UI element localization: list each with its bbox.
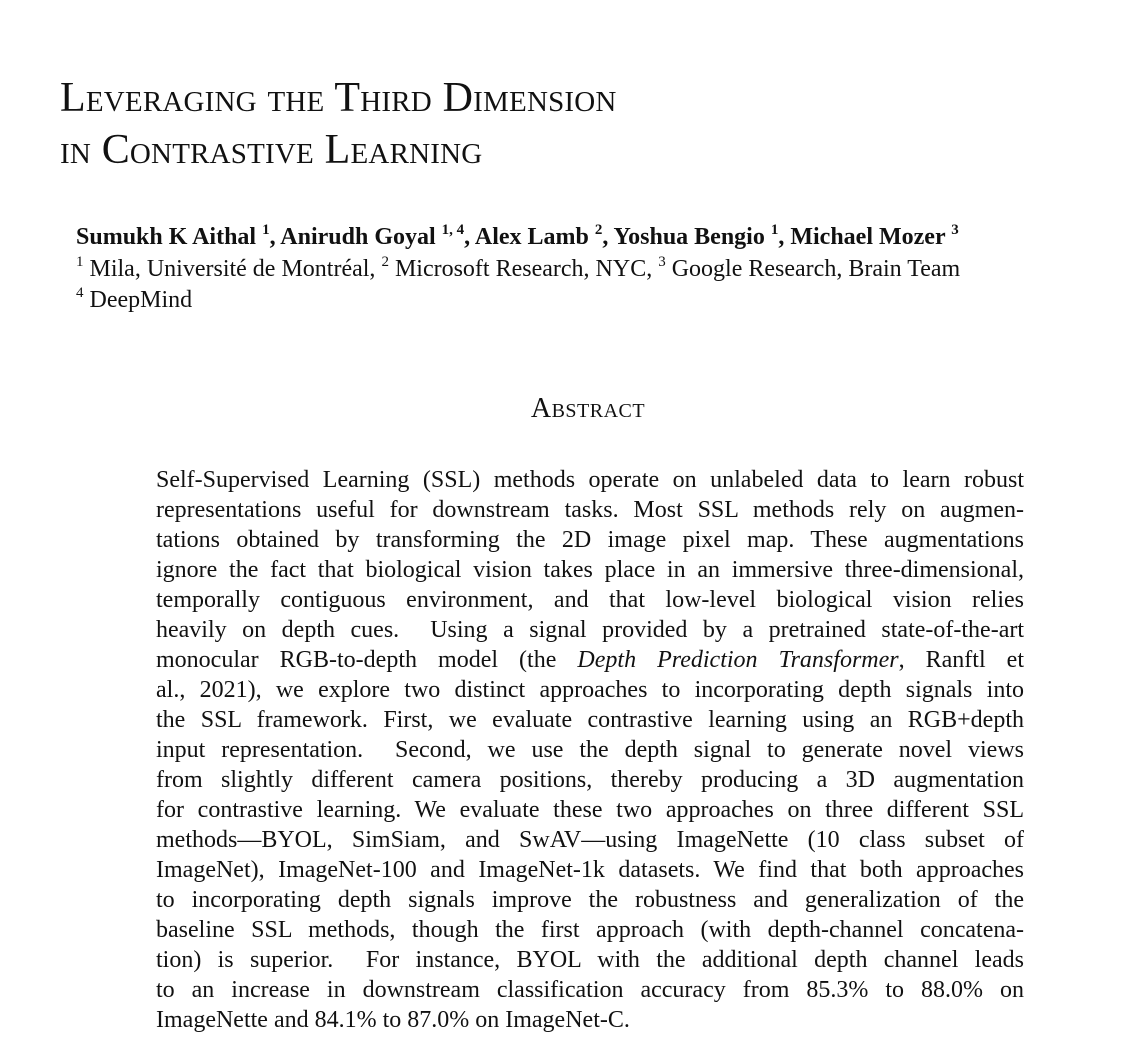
abstract-line bbox=[156, 495, 1024, 525]
abstract-line-text: methods—BYOL, SimSiam, and SwAV—using ImageNette (10 class subset of bbox=[156, 827, 1024, 853]
abstract-body bbox=[156, 465, 1024, 1035]
affiliation-marker: 4 bbox=[76, 285, 84, 301]
abstract-line-text: temporally contiguous environment, and that low-level biological vision relies bbox=[156, 587, 1024, 613]
author-affiliation-marker: 3 bbox=[951, 222, 959, 238]
abstract-line bbox=[156, 555, 1024, 585]
abstract-line-text: baseline SSL methods, though the first approach (with depth-channel concatena- bbox=[156, 917, 1024, 943]
paper-title bbox=[60, 72, 1060, 176]
abstract-italic-term: Depth Prediction Transformer bbox=[577, 647, 899, 673]
abstract-line bbox=[156, 795, 1024, 825]
abstract-line-text: heavily on depth cues. Using a signal provided by a pretrained state-of-the-art bbox=[156, 617, 1024, 643]
abstract-line-text: input representation. Second, we use the depth signal to generate novel views bbox=[156, 737, 1024, 763]
abstract-line bbox=[156, 885, 1024, 915]
author-name: Anirudh Goyal bbox=[280, 224, 436, 250]
abstract-line-text: , Ranftl et bbox=[898, 647, 1024, 673]
abstract-line bbox=[156, 735, 1024, 765]
author-name: Michael Mozer bbox=[790, 224, 946, 250]
abstract-line-text: the SSL framework. First, we evaluate contrastive learning using an RGB+depth bbox=[156, 707, 1024, 733]
abstract-line-text: from slightly different camera positions, thereby producing a 3D augmentation bbox=[156, 767, 1024, 793]
abstract-line-text: tion) is superior. For instance, BYOL with the additional depth channel leads bbox=[156, 947, 1024, 973]
abstract-line bbox=[156, 915, 1024, 945]
abstract-line bbox=[156, 465, 1024, 495]
abstract-line bbox=[156, 615, 1024, 645]
abstract-line bbox=[156, 645, 1024, 675]
abstract-line-text: Self-Supervised Learning (SSL) methods operate on unlabeled data to learn robust bbox=[156, 467, 1024, 493]
abstract-line-text: for contrastive learning. We evaluate these two approaches on three different SSL bbox=[156, 797, 1024, 823]
affiliation-marker: 3 bbox=[658, 254, 666, 270]
abstract-line-text: monocular RGB-to-depth model (the bbox=[156, 647, 578, 673]
author-affiliation-marker: 1 bbox=[262, 222, 270, 238]
affiliation-text: Mila, Université de Montréal, bbox=[89, 256, 376, 282]
author-name: Yoshua Bengio bbox=[613, 224, 765, 250]
abstract-line bbox=[156, 675, 1024, 705]
abstract-line bbox=[156, 705, 1024, 735]
affiliation-text: DeepMind bbox=[89, 287, 193, 313]
abstract-line bbox=[156, 585, 1024, 615]
abstract-line bbox=[156, 1005, 1024, 1035]
abstract-line bbox=[156, 525, 1024, 555]
abstract-line-text: representations useful for downstream tasks. Most SSL methods rely on augmen- bbox=[156, 497, 1024, 523]
author-name: Sumukh K Aithal bbox=[76, 224, 257, 250]
affiliation-marker: 2 bbox=[381, 254, 389, 270]
affiliations-line-1 bbox=[76, 254, 1116, 284]
abstract-line-text: ImageNet), ImageNet-100 and ImageNet-1k datasets. We find that both approaches bbox=[156, 857, 1024, 883]
abstract-line bbox=[156, 855, 1024, 885]
abstract-line bbox=[156, 765, 1024, 795]
title-line-2: in Contrastive Learning bbox=[60, 127, 483, 173]
abstract-line-text: ImageNette and 84.1% to 87.0% on ImageNet-C. bbox=[156, 1007, 630, 1033]
author-affiliation-marker: 2 bbox=[594, 222, 603, 238]
abstract-line bbox=[156, 825, 1024, 855]
author-list: Sumukh K Aithal $^1$, Anirudh Goyal $^{1, 4}$, Alex Lamb $^2$, Yoshua Bengio $^1$, Michael Mozer $^3$ bbox=[76, 222, 959, 250]
title-line-1: Leveraging the Third Dimension bbox=[60, 75, 617, 121]
abstract-line bbox=[156, 945, 1024, 975]
abstract-heading: Abstract bbox=[530, 393, 646, 424]
affiliation-marker: 1 bbox=[76, 254, 84, 270]
abstract-line-text: to incorporating depth signals improve the robustness and generalization of the bbox=[156, 887, 1024, 913]
abstract-line-text: al., 2021), we explore two distinct approaches to incorporating depth signals into bbox=[156, 677, 1024, 703]
author-affiliation-marker: 1 bbox=[770, 222, 779, 238]
author-affiliation-marker: 1, 4 bbox=[441, 222, 465, 238]
abstract-line-text: tations obtained by transforming the 2D image pixel map. These augmentations bbox=[156, 527, 1024, 553]
affiliation-text: Microsoft Research, NYC, bbox=[394, 256, 653, 282]
abstract-line bbox=[156, 975, 1024, 1005]
author-name: Alex Lamb bbox=[474, 224, 589, 250]
abstract-line-text: to an increase in downstream classification accuracy from 85.3% to 88.0% on bbox=[156, 977, 1024, 1003]
abstract-line-text: ignore the fact that biological vision takes place in an immersive three-dimensional, bbox=[156, 557, 1024, 583]
affiliations-line-2 bbox=[76, 285, 1116, 315]
affiliation-text: Google Research, Brain Team bbox=[671, 256, 961, 282]
